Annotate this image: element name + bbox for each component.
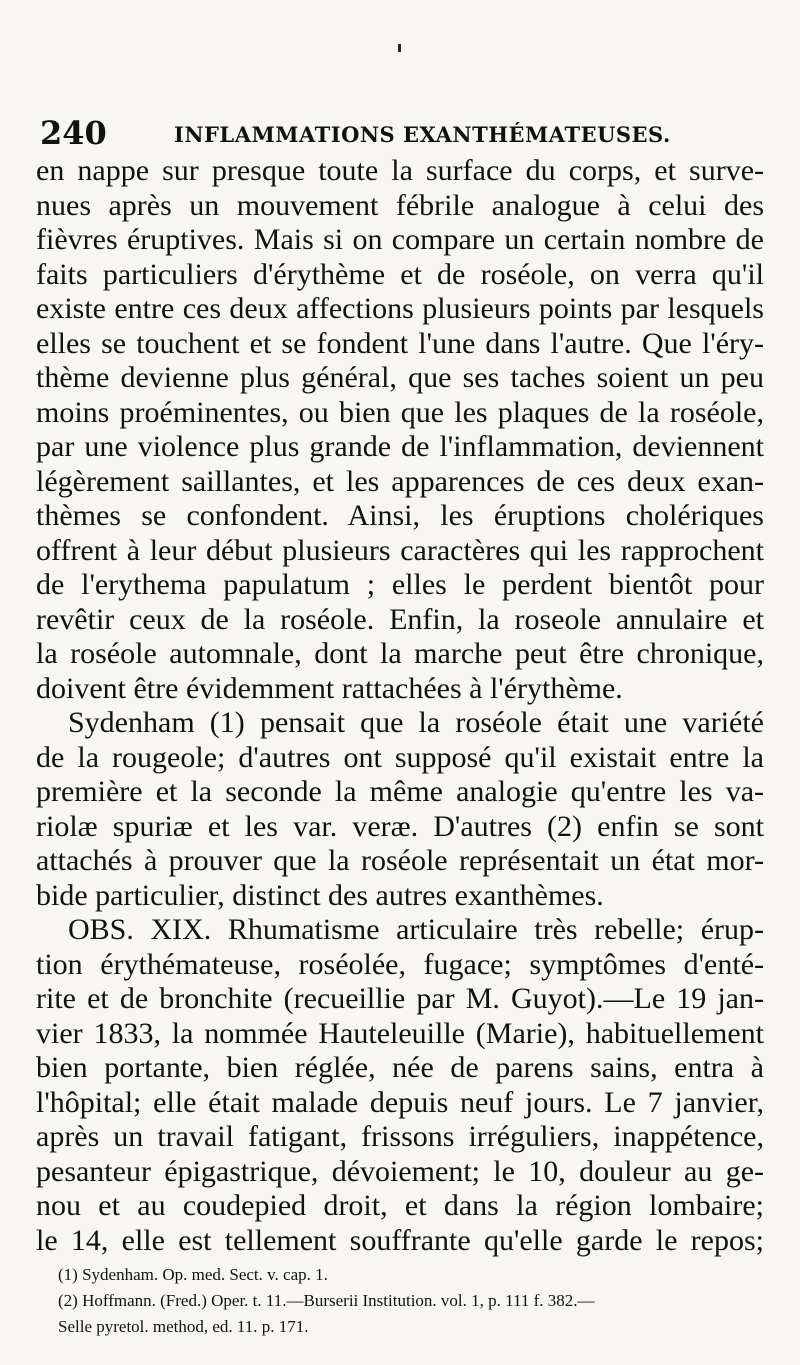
text-line: de l'erythema papulatum ; elles le perdent bientôt pour	[36, 568, 764, 601]
text-line: riolæ spuriæ et les var. veræ. D'autres (2) enfin se sont	[36, 809, 764, 843]
text-line: première et la seconde la même analogie qu'entre les va-	[36, 775, 764, 808]
text-line: de la rougeole; d'autres ont supposé qu'il existait entre la	[36, 740, 764, 774]
text-line: pesanteur épigastrique, dévoiement; le 10, douleur au ge-	[36, 1154, 764, 1188]
text-line: bide particulier, distinct des autres exanthèmes.	[36, 878, 604, 912]
text-line: vier 1833, la nommée Hauteleuille (Marie), habituellement	[36, 1016, 764, 1050]
page-number: 240	[40, 114, 107, 152]
text-line: thème devienne plus général, que ses taches soient un peu	[36, 361, 764, 394]
footnote-1: (1) Sydenham. Op. med. Sect. v. cap. 1.	[58, 1265, 328, 1284]
footnote-2: (2) Hoffmann. (Fred.) Oper. t. 11.—Burserii Institution. vol. 1, p. 111 f. 382.—	[58, 1291, 595, 1310]
page-header	[40, 114, 780, 154]
text-line: moins proéminentes, ou bien que les plaques de la roséole,	[36, 395, 764, 429]
text-line: attachés à prouver que la roséole représentait un état mor-	[36, 844, 764, 877]
text-line: thèmes se confondent. Ainsi, les éruptions cholériques	[36, 499, 764, 532]
text-line: en nappe sur presque toute la surface du corps, et surve-	[36, 154, 764, 187]
text-line: nues après un mouvement fébrile analogue à celui des	[36, 188, 764, 222]
text-line: doivent être évidemment rattachées à l'érythème.	[36, 671, 623, 705]
text-line: l'hôpital; elle était malade depuis neuf jours. Le 7 janvier,	[36, 1085, 764, 1119]
text-line: la roséole automnale, dont la marche peut être chronique,	[36, 637, 764, 670]
text-line: Sydenham (1) pensait que la roséole était une variété	[68, 706, 764, 739]
footnote-2-continued: Selle pyretol. method, ed. 11. p. 171.	[58, 1317, 309, 1336]
text-line: fièvres éruptives. Mais si on compare un certain nombre de	[36, 223, 764, 256]
text-line: rite et de bronchite (recueillie par M. Guyot).—Le 19 jan-	[36, 982, 764, 1015]
text-line: revêtir ceux de la roséole. Enfin, la roseole annulaire et	[36, 602, 764, 636]
text-line: nou et au coudepied droit, et dans la région lombaire;	[36, 1189, 764, 1222]
text-line: par une violence plus grande de l'inflammation, deviennent	[36, 430, 764, 463]
text-line: faits particuliers d'érythème et de roséole, on verra qu'il	[36, 257, 764, 291]
text-line: le 14, elle est tellement souffrante qu'elle garde le repos;	[36, 1223, 764, 1257]
text-line: offrent à leur début plusieurs caractères qui les rapprochent	[36, 533, 764, 567]
text-line: bien portante, bien réglée, née de parens sains, entra à	[36, 1051, 764, 1084]
running-title: INFLAMMATIONS EXANTHÉMATEUSES.	[174, 122, 671, 147]
text-line: tion érythémateuse, roséolée, fugace; symptômes d'enté-	[36, 947, 764, 981]
text-line: existe entre ces deux affections plusieurs points par lesquels	[36, 292, 764, 325]
text-line: légèrement saillantes, et les apparences de ces deux exan-	[36, 464, 764, 498]
body-text	[36, 154, 764, 1258]
text-line: après un travail fatigant, frissons irréguliers, inappétence,	[36, 1120, 764, 1153]
footnotes	[58, 1262, 764, 1340]
observation-heading-line: OBS. XIX. Rhumatisme articulaire très rebelle; érup-	[68, 913, 764, 946]
text-line: elles se touchent et se fondent l'une dans l'autre. Que l'éry-	[36, 326, 764, 360]
page-mark	[398, 44, 401, 52]
